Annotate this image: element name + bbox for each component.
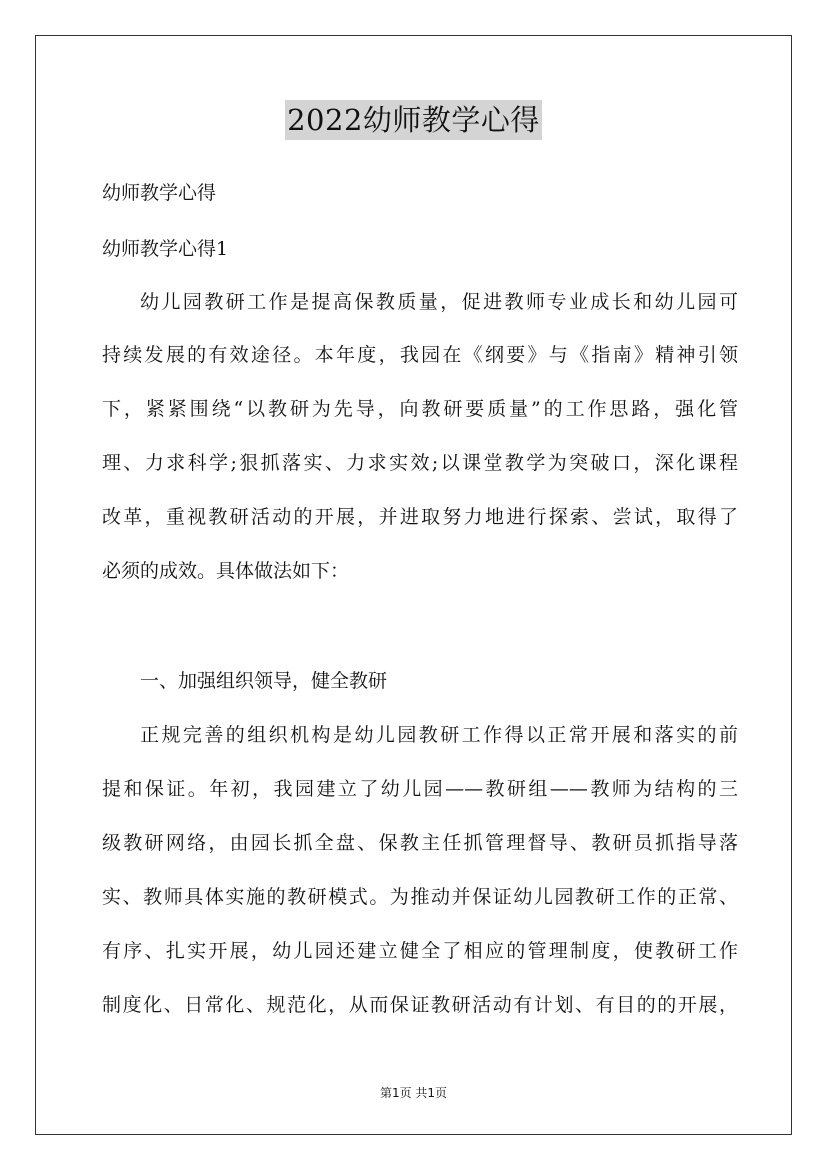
paragraph-line: 幼儿园教研工作是提高保教质量，促进教师专业成长和幼儿园可 (140, 291, 738, 313)
paragraph-line: 有序、扎实开展，幼儿园还建立健全了相应的管理制度，使教研工作 (102, 940, 738, 962)
title-container (0, 100, 827, 140)
paragraph-line: 持续发展的有效途径。本年度，我园在《纲要》与《指南》精神引领 (102, 344, 738, 366)
paragraph-line: 理、力求科学;狠抓落实、力求实效;以课堂教学为突破口，深化课程 (102, 452, 738, 474)
document-subtitle: 幼师教学心得 (102, 182, 217, 204)
paragraph-line: 级教研网络，由园长抓全盘、保教主任抓管理督导、教研员抓指导落 (102, 832, 738, 854)
page-number: 第1页 共1页 (379, 1086, 448, 1100)
paragraph-line: 正规完善的组织机构是幼儿园教研工作得以正常开展和落实的前 (140, 724, 738, 746)
subsection-heading: 一、加强组织领导，健全教研 (140, 670, 388, 692)
paragraph-line: 制度化、日常化、规范化，从而保证教研活动有计划、有目的的开展， (102, 994, 738, 1016)
paragraph-line: 提和保证。年初，我园建立了幼儿园——教研组——教师为结构的三 (102, 778, 738, 800)
document-title: 2022幼师教学心得 (285, 100, 542, 140)
paragraph-line: 必须的成效。具体做法如下： (102, 560, 350, 582)
paragraph-line: 下，紧紧围绕“以教研为先导，向教研要质量”的工作思路，强化管 (102, 398, 738, 420)
section-heading: 幼师教学心得1 (102, 238, 229, 260)
paragraph-line: 改革，重视教研活动的开展，并进取努力地进行探索、尝试，取得了 (102, 506, 738, 528)
paragraph-line: 实、教师具体实施的教研模式。为推动并保证幼儿园教研工作的正常、 (102, 886, 738, 908)
